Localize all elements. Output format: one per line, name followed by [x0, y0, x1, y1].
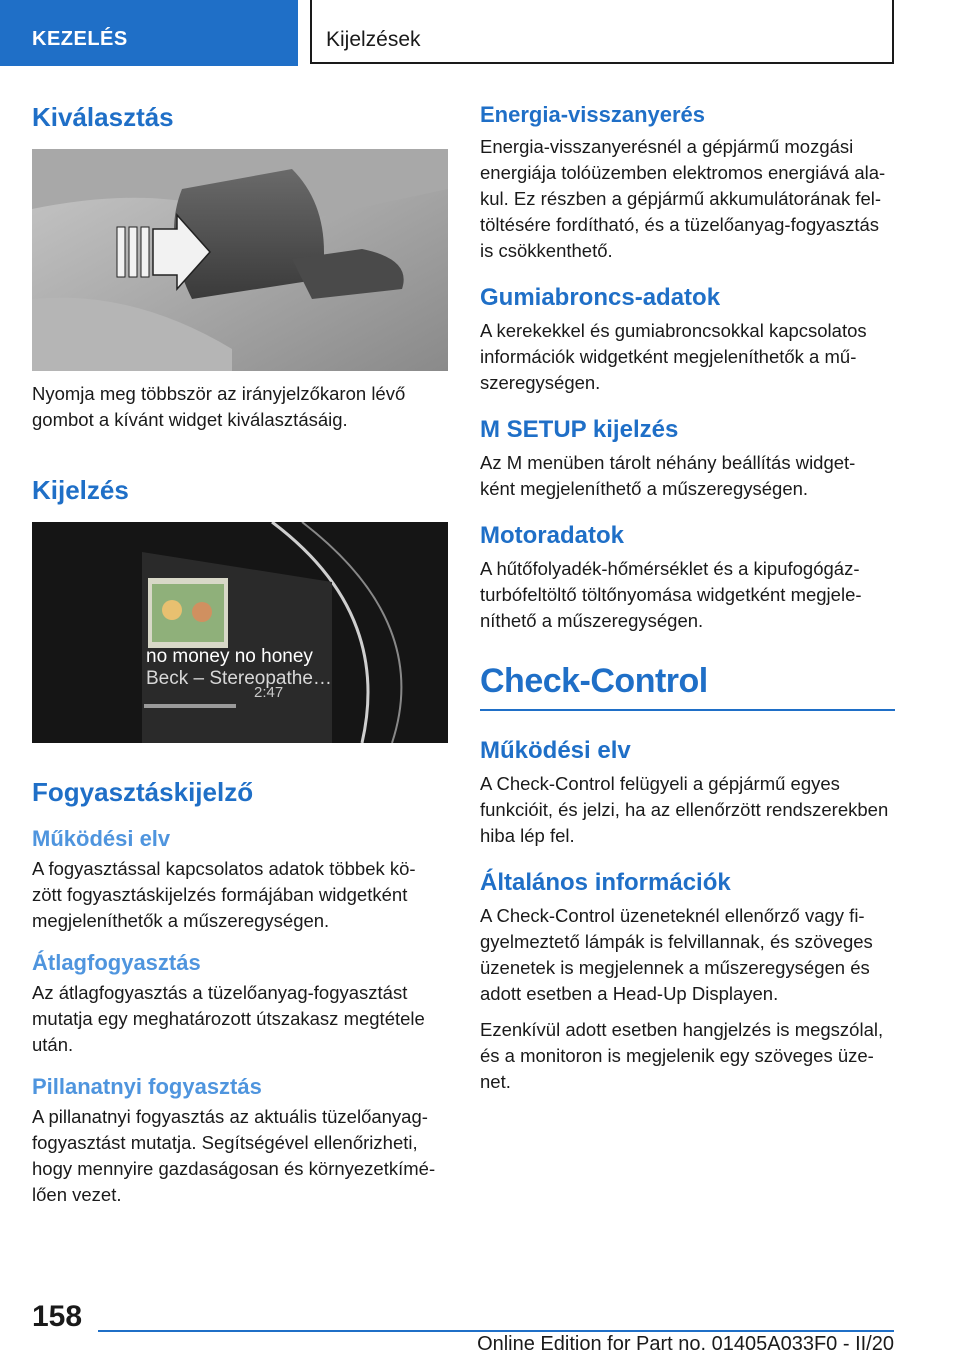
- check-control-rule: [480, 709, 895, 711]
- gumiabroncs-adatok-text: A kerekekkel és gumiabroncsokkal kapcsolatos információk widgetként megjeleníthetők a mű- szeregységen.: [480, 320, 867, 393]
- energia-visszanyeres-text: Energia-visszanyerésnél a gépjármű mozgási energiája tolóüzemben elektromos energiává ala- kul. Ez részben a gépjármű akkumulátorának fel- töltésére fordítható, és a tüzelőanyag-fogyasztás is csökkenthető.: [480, 136, 886, 261]
- altalanos-informaciok-text-2: Ezenkívül adott esetben hangjelzés is megszólal, és a monitoron is megjelenik egy szöveges üze- net.: [480, 1019, 884, 1092]
- heading-mukodesi-elv-2: Működési elv: [480, 737, 631, 764]
- display-background: [32, 522, 448, 743]
- section-tab: KEZELÉS: [0, 0, 298, 66]
- track-artist: Beck – Stereopathe…: [146, 668, 332, 689]
- kivalasztas-text: Nyomja meg többször az irányjelzőkaron lévő gombot a kívánt widget kiválasztásáig.: [32, 383, 406, 430]
- heading-altalanos-informaciok: Általános információk: [480, 869, 731, 896]
- m-setup-text: Az M menüben tárolt néhány beállítás widget- ként megjeleníthető a műszeregységen.: [480, 452, 856, 499]
- heading-atlagfogyasztas: Átlagfogyasztás: [32, 950, 201, 975]
- footer-rule: [98, 1330, 894, 1332]
- page-number: 158: [32, 1300, 83, 1333]
- footer-edition: Online Edition for Part no. 01405A033F0 - II/20: [477, 1333, 894, 1355]
- heading-check-control: Check-Control: [480, 662, 708, 700]
- motoradatok-text: A hűtőfolyadék-hőmérséklet és a kipufogógáz- turbófeltöltő töltőnyomása widgetként megjele- níthető a műszeregységen.: [480, 558, 862, 631]
- heading-fogyasztaskijelzo: Fogyasztáskijelző: [32, 777, 254, 807]
- heading-energia-visszanyeres: Energia-visszanyerés: [480, 102, 706, 127]
- atlagfogyasztas-text: Az átlagfogyasztás a tüzelőanyag-fogyasztást mutatja egy meghatározott útszakasz megtétele után.: [32, 982, 425, 1055]
- instrument-display-image: [32, 522, 448, 743]
- mukodesi-elv-text-1: A fogyasztással kapcsolatos adatok többek kö- zött fogyasztáskijelzés formájában widgetként megjeleníthetők a műszeregységen.: [32, 858, 416, 931]
- right-column: [480, 100, 895, 1095]
- heading-mukodesi-elv-1: Működési elv: [32, 826, 171, 851]
- left-column: [32, 100, 448, 1208]
- chapter-title: Kijelzések: [310, 0, 894, 64]
- track-title: no money no honey: [146, 646, 313, 667]
- turn-signal-lever-image: [32, 149, 448, 371]
- page-header: [0, 0, 960, 66]
- mukodesi-elv-text-2: A Check-Control felügyeli a gépjármű egyes funkcióit, és jelzi, ha az ellenőrzött rendszerekben hiba lép fel.: [480, 773, 889, 846]
- altalanos-informaciok-text-1: A Check-Control üzeneteknél ellenőrző vagy fi- gyelmeztető lámpák is felvillannak, és szöveges üzenetek is megjelennek a műszeregységen és adott esetben a Head-Up Displayen.: [480, 905, 873, 1004]
- heading-kijelzes: Kijelzés: [32, 475, 129, 505]
- heading-motoradatok: Motoradatok: [480, 522, 624, 549]
- heading-pillanatnyi-fogyasztas: Pillanatnyi fogyasztás: [32, 1074, 262, 1099]
- track-time: 2:47: [254, 684, 284, 701]
- heading-kivalasztas: Kiválasztás: [32, 102, 174, 132]
- heading-gumiabroncs-adatok: Gumiabroncs-adatok: [480, 284, 721, 311]
- heading-m-setup: M SETUP kijelzés: [480, 416, 679, 443]
- pillanatnyi-fogyasztas-text: A pillanatnyi fogyasztás az aktuális tüzelőanyag- fogyasztást mutatja. Segítségével ellenőrizheti, hogy mennyire gazdaságosan és környezetkímé- lően vezet.: [32, 1106, 436, 1205]
